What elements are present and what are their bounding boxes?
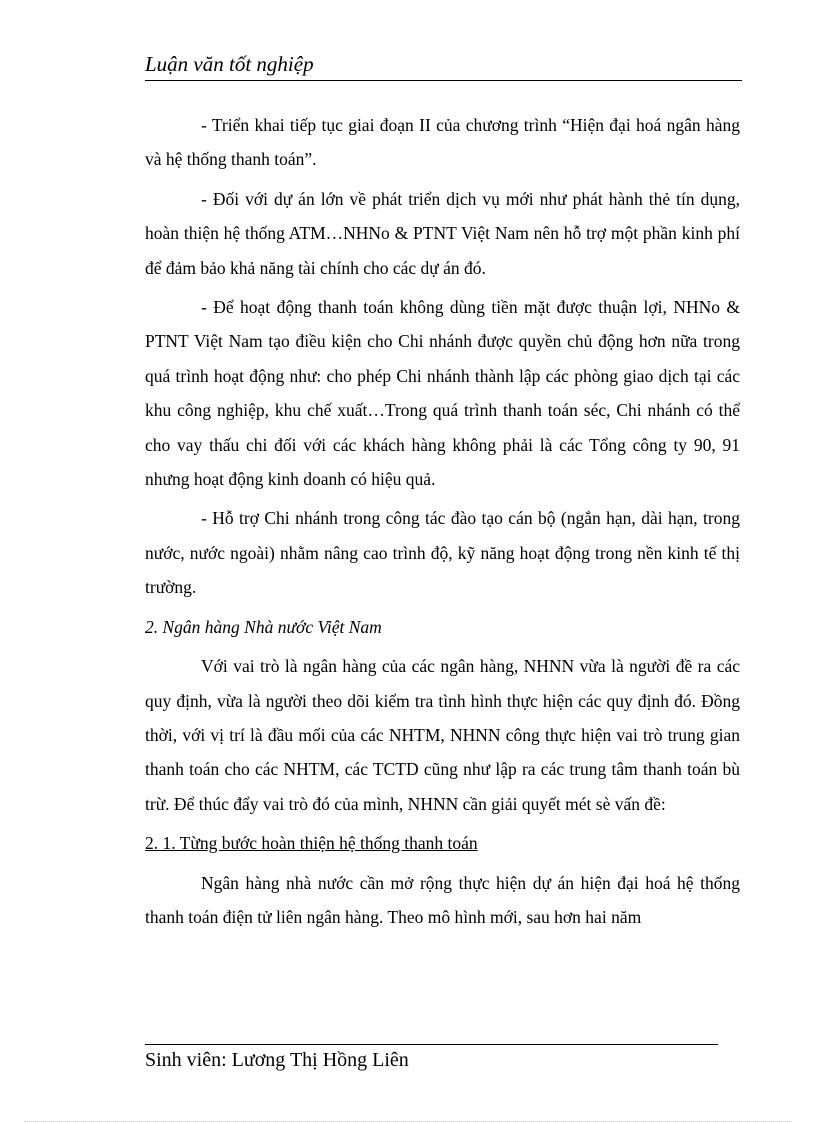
footer-student: Sinh viên: Lương Thị Hồng Liên (145, 1049, 409, 1071)
paragraph-2: - Đối với dự án lớn về phát triển dịch vụ mới như phát hành thẻ tín dụng, hoàn thiện hệ thống ATM…NHNo & PTNT Việt Nam nên hỗ trợ một phần kinh phí để đảm bảo khả năng tài chính cho các dự án đó. (145, 188, 740, 278)
paragraph-4: - Hỗ trợ Chi nhánh trong công tác đào tạo cán bộ (ngắn hạn, dài hạn, trong nước, nước ngoài) nhằm nâng cao trình độ, kỹ năng hoạt động trong nền kinh tế thị trường. (145, 508, 740, 598)
section-heading-2-1: 2. 1. Từng bước hoàn thiện hệ thống thanh toán (145, 833, 478, 854)
footer-divider (145, 1044, 718, 1045)
paragraph-3: - Để hoạt động thanh toán không dùng tiền mặt được thuận lợi, NHNo & PTNT Việt Nam tạo điều kiện cho Chi nhánh được quyền chủ động hơn nữa trong quá trình hoạt động như: cho phép Chi nhánh thành lập các phòng giao dịch tại các khu công nghiệp, khu chế xuất…Trong quá trình thanh toán séc, Chi nhánh có thể cho vay thấu chi đối với các khách hàng không phải là các Tổng công ty 90, 91 nhưng hoạt động kinh doanh có hiệu quả. (145, 297, 740, 490)
page-edge-divider (24, 1121, 792, 1122)
page-header (145, 50, 742, 81)
header-title: Luận văn tốt nghiệp (145, 52, 314, 76)
section-heading-2: 2. Ngân hàng Nhà nước Việt Nam (145, 616, 382, 637)
paragraph-1: - Triển khai tiếp tục giai đoạn II của chương trình “Hiện đại hoá ngân hàng và hệ thống thanh toán”. (145, 115, 740, 170)
section-2-1-paragraph: Ngân hàng nhà nước cần mở rộng thực hiện dự án hiện đại hoá hệ thống thanh toán điện tử liên ngân hàng. Theo mô hình mới, sau hơn hai năm (145, 872, 740, 927)
section-2-paragraph: Với vai trò là ngân hàng của các ngân hàng, NHNN vừa là người đề ra các quy định, vừa là người theo dõi kiểm tra tình hình thực hiện các quy định đó. Đồng thời, với vị trí là đầu mối của các NHTM, NHNN công thực hiện vai trò trung gian thanh toán cho các NHTM, các TCTD cũng như lập ra các trung tâm thanh toán bù trừ. Để thúc đẩy vai trò đó của mình, NHNN cần giải quyết mét sè vấn đề: (145, 656, 740, 814)
document-body (145, 108, 740, 934)
